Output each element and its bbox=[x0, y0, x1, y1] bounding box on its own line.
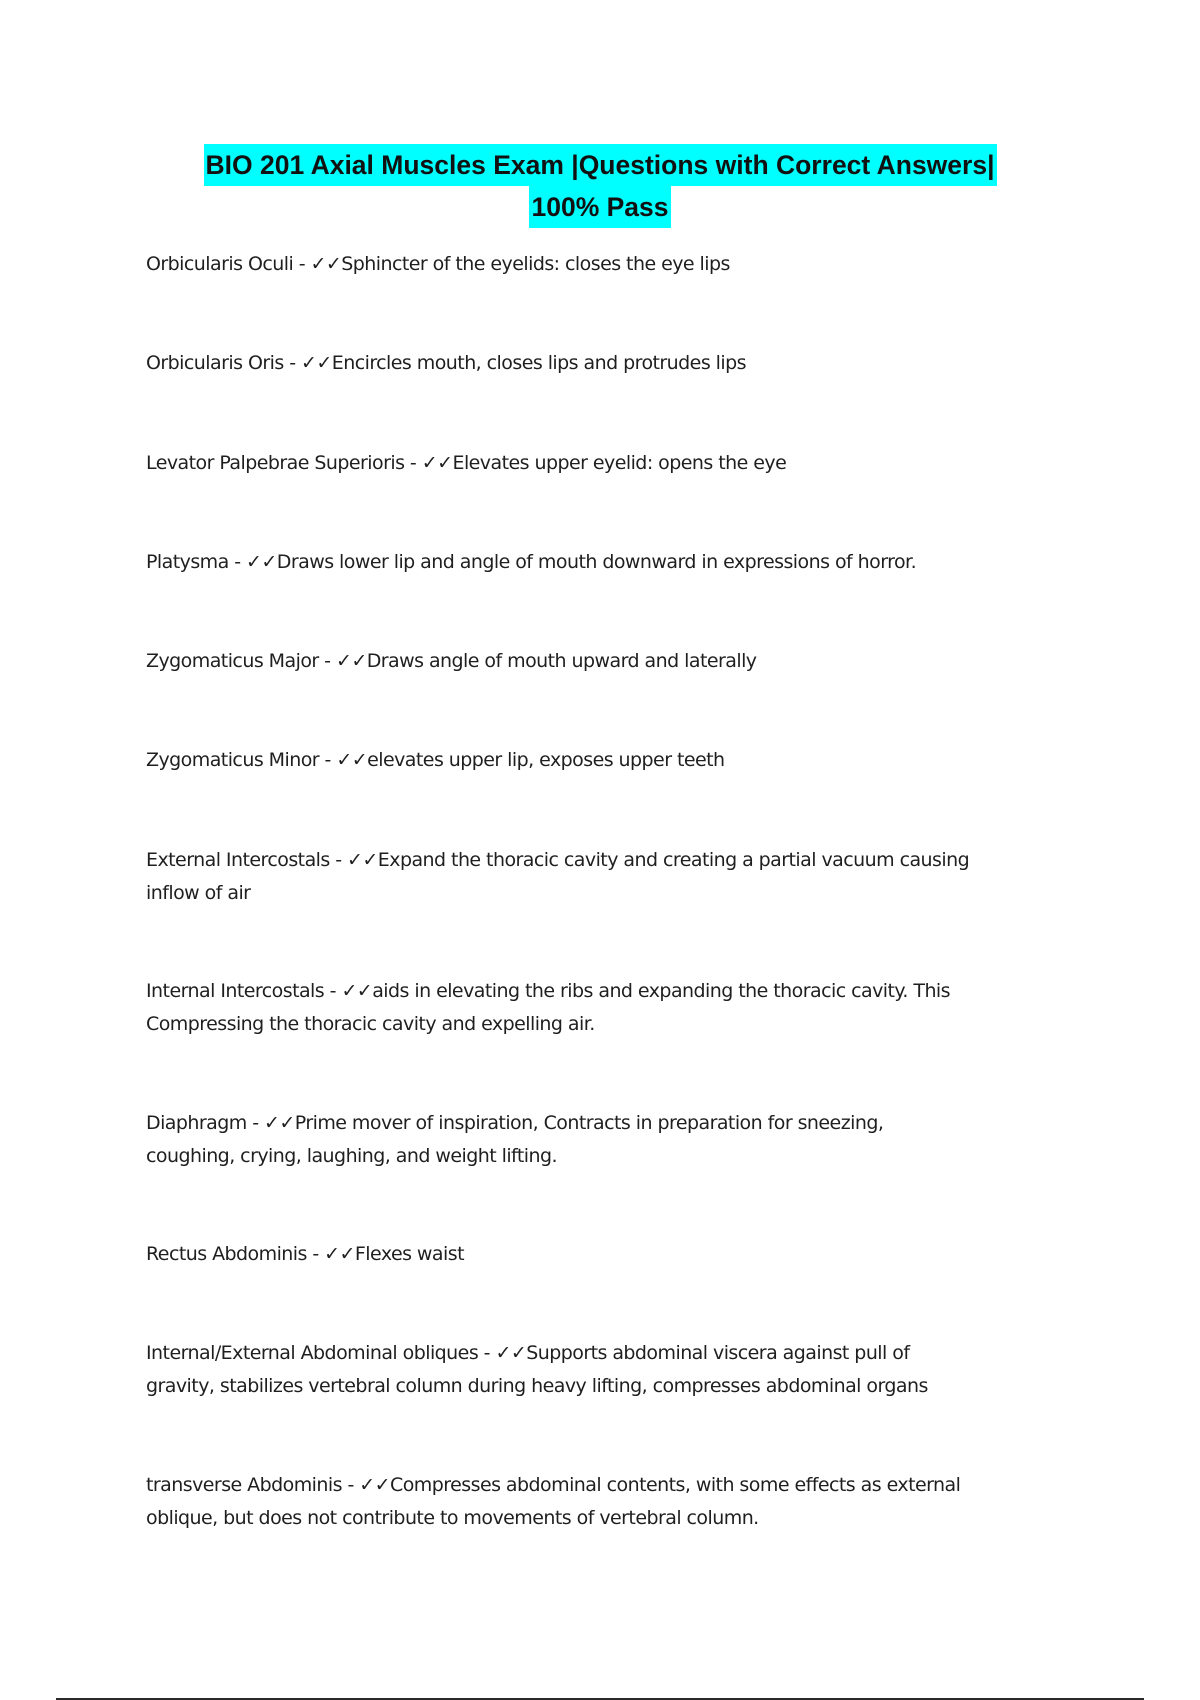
document-title bbox=[100, 144, 1100, 228]
qa-entry bbox=[146, 844, 1066, 910]
entry-separator: - bbox=[329, 849, 348, 871]
title-line-1: BIO 201 Axial Muscles Exam |Questions with Correct Answers| bbox=[204, 144, 997, 186]
qa-entry bbox=[146, 1469, 1066, 1535]
entry-term: Internal/External Abdominal obliques bbox=[146, 1342, 479, 1364]
qa-entry bbox=[146, 347, 1066, 380]
check-marks-icon: ✓✓ bbox=[341, 980, 373, 1002]
check-marks-icon: ✓✓ bbox=[246, 551, 277, 573]
qa-entry bbox=[146, 546, 1066, 579]
check-marks-icon: ✓✓ bbox=[347, 849, 378, 871]
qa-entry bbox=[146, 975, 1066, 1041]
qa-entry bbox=[146, 645, 1066, 678]
entry-separator: - bbox=[318, 650, 336, 672]
title-line-2: 100% Pass bbox=[529, 186, 670, 228]
qa-entry bbox=[146, 744, 1066, 777]
entry-answer-line: coughing, crying, laughing, and weight lifting. bbox=[146, 1145, 557, 1167]
entry-separator: - bbox=[324, 980, 342, 1002]
check-marks-icon: ✓✓ bbox=[310, 253, 342, 275]
entry-answer-line: Elevates upper eyelid: opens the eye bbox=[452, 452, 787, 474]
entry-term: Platysma bbox=[146, 551, 229, 573]
check-marks-icon: ✓✓ bbox=[421, 452, 453, 474]
entry-separator: - bbox=[246, 1112, 265, 1134]
entry-separator: - bbox=[478, 1342, 496, 1364]
qa-entry bbox=[146, 248, 1066, 281]
entry-term: Orbicularis Oris bbox=[146, 352, 284, 374]
entry-separator: - bbox=[341, 1474, 360, 1496]
check-marks-icon: ✓✓ bbox=[324, 1243, 355, 1265]
entry-separator: - bbox=[319, 749, 337, 771]
entry-answer-line: Compresses abdominal contents, with some effects as external bbox=[390, 1474, 961, 1496]
entry-answer-line: Draws angle of mouth upward and laterally bbox=[366, 650, 757, 672]
qa-entry bbox=[146, 1107, 1066, 1173]
check-marks-icon: ✓✓ bbox=[359, 1474, 391, 1496]
qa-entry bbox=[146, 1337, 1066, 1403]
entry-answer-line: Sphincter of the eyelids: closes the eye lips bbox=[341, 253, 730, 275]
entry-term: Internal Intercostals bbox=[146, 980, 325, 1002]
qa-entry bbox=[146, 1238, 1066, 1271]
entry-answer-line: Encircles mouth, closes lips and protrudes lips bbox=[331, 352, 746, 374]
entry-answer-line: gravity, stabilizes vertebral column during heavy lifting, compresses abdominal organs bbox=[146, 1375, 928, 1397]
entry-answer-line: Flexes waist bbox=[354, 1243, 464, 1265]
entry-answer-line: elevates upper lip, exposes upper teeth bbox=[367, 749, 725, 771]
check-marks-icon: ✓✓ bbox=[301, 352, 332, 374]
entry-answer-line: Compressing the thoracic cavity and expelling air. bbox=[146, 1013, 595, 1035]
entry-term: Levator Palpebrae Superioris bbox=[146, 452, 405, 474]
entry-answer-line: inflow of air bbox=[146, 882, 251, 904]
entry-answer-line: aids in elevating the ribs and expanding the thoracic cavity. This bbox=[372, 980, 951, 1002]
entry-answer-line: Supports abdominal viscera against pull of bbox=[526, 1342, 910, 1364]
entry-term: Rectus Abdominis bbox=[146, 1243, 307, 1265]
check-marks-icon: ✓✓ bbox=[335, 650, 367, 672]
entry-term: Orbicularis Oculi bbox=[146, 253, 294, 275]
entry-separator: - bbox=[293, 253, 311, 275]
check-marks-icon: ✓✓ bbox=[336, 749, 368, 771]
check-marks-icon: ✓✓ bbox=[495, 1342, 527, 1364]
entry-answer-line: Draws lower lip and angle of mouth downward in expressions of horror. bbox=[276, 551, 917, 573]
entry-separator: - bbox=[283, 352, 301, 374]
check-marks-icon: ✓✓ bbox=[264, 1112, 295, 1134]
entry-term: Diaphragm bbox=[146, 1112, 247, 1134]
entry-separator: - bbox=[306, 1243, 325, 1265]
entry-term: transverse Abdominis bbox=[146, 1474, 342, 1496]
entry-answer-line: Prime mover of inspiration, Contracts in preparation for sneezing, bbox=[294, 1112, 884, 1134]
qa-entry bbox=[146, 447, 1066, 480]
entry-separator: - bbox=[404, 452, 422, 474]
entry-term: External Intercostals bbox=[146, 849, 330, 871]
entry-term: Zygomaticus Minor bbox=[146, 749, 320, 771]
entry-term: Zygomaticus Major bbox=[146, 650, 319, 672]
entry-answer-line: oblique, but does not contribute to movements of vertebral column. bbox=[146, 1507, 759, 1529]
entry-separator: - bbox=[228, 551, 247, 573]
entry-answer-line: Expand the thoracic cavity and creating a partial vacuum causing bbox=[377, 849, 970, 871]
